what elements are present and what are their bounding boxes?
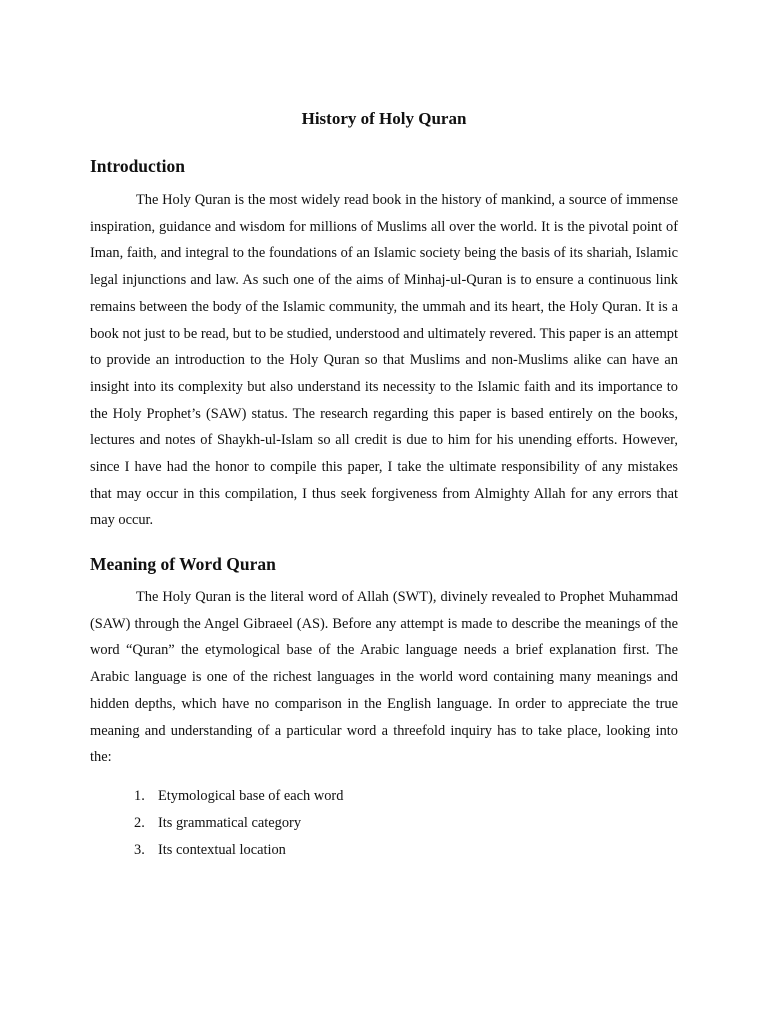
list-item-number: 1.	[134, 788, 145, 804]
section-heading-introduction: Introduction	[90, 156, 185, 176]
document-title: History of Holy Quran	[301, 109, 467, 128]
list-item	[134, 783, 343, 810]
meaning-paragraph: The Holy Quran is the literal word of Allah (SWT), divinely revealed to Prophet Muhammad (SAW) through the Angel Gibraeel (AS). Before any attempt is made to describe the meanings of the word “Quran” the etymological base of the Arabic language needs a brief explanation first. The Arabic language is one of the richest languages in the world word containing many meanings and hidden depths, which have no comparison in the English language. In order to appreciate the true meaning and understanding of a particular word a threefold inquiry has to take place, looking into the:	[90, 589, 678, 766]
list-item	[134, 837, 343, 864]
introduction-paragraph: The Holy Quran is the most widely read book in the history of mankind, a source of immense inspiration, guidance and wisdom for millions of Muslims all over the world. It is the pivotal point of Iman, faith, and integral to the foundations of an Islamic society being the basis of its shariah, Islamic legal injunctions and law. As such one of the aims of Minhaj-ul-Quran is to ensure a continuous link remains between the body of the Islamic community, the ummah and its heart, the Holy Quran. It is a book not just to be read, but to be studied, understood and ultimately revered. This paper is an attempt to provide an introduction to the Holy Quran so that Muslims and non-Muslims alike can have an insight into its complexity but also understand its necessity to the Islamic faith and its importance to the Holy Prophet’s (SAW) status. The research regarding this paper is based entirely on the books, lectures and notes of Shaykh-ul-Islam so all credit is due to him for his unending efforts. However, since I have had the honor to compile this paper, I take the ultimate responsibility of any mistakes that may occur in this compilation, I thus seek forgiveness from Almighty Allah for any errors that may occur.	[90, 192, 678, 529]
list-item-text: Its contextual location	[158, 842, 286, 858]
list-item-text: Its grammatical category	[158, 815, 302, 831]
section-heading-meaning-of-word-quran: Meaning of Word Quran	[90, 554, 276, 574]
list-item-number: 3.	[134, 842, 145, 858]
list-item-number: 2.	[134, 815, 145, 831]
inquiry-list	[134, 783, 343, 864]
list-item	[134, 810, 343, 837]
list-item-text: Etymological base of each word	[158, 788, 344, 804]
